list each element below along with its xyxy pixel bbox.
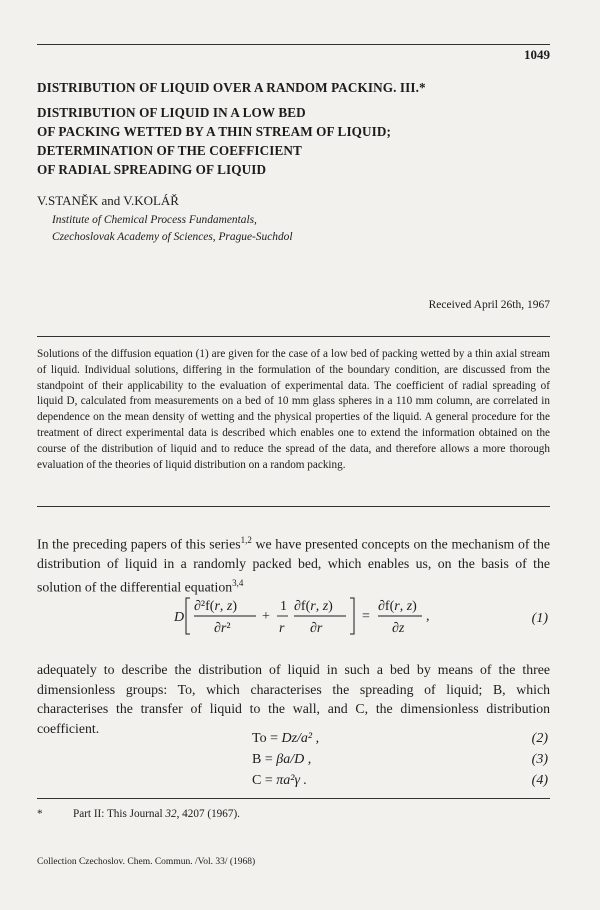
equation-number: (3) bbox=[531, 752, 548, 767]
equation-2: To = Dz/a² , bbox=[252, 731, 320, 746]
abstract-top-rule bbox=[37, 336, 550, 337]
equation-4: C = πa²γ . bbox=[252, 773, 307, 788]
title-main: DISTRIBUTION OF LIQUID OVER A RANDOM PACKING. III.* bbox=[37, 80, 426, 95]
title-line: DETERMINATION OF THE COEFFICIENT bbox=[37, 143, 302, 158]
equation-3: B = βa/D , bbox=[252, 752, 312, 767]
svg-text:,: , bbox=[426, 609, 430, 624]
equation-number: (2) bbox=[531, 731, 548, 746]
title-line: OF RADIAL SPREADING OF LIQUID bbox=[37, 162, 267, 177]
article-title bbox=[37, 78, 557, 179]
citation-ref: 3,4 bbox=[232, 577, 244, 588]
affiliation-line: Czechoslovak Academy of Sciences, Prague-Suchdol bbox=[52, 231, 293, 243]
svg-text:∂f(r, z): ∂f(r, z) bbox=[294, 599, 333, 614]
svg-text:∂f(r, z): ∂f(r, z) bbox=[378, 599, 417, 614]
title-line: OF PACKING WETTED BY A THIN STREAM OF LIQUID; bbox=[37, 124, 392, 139]
svg-text:∂r: ∂r bbox=[310, 621, 323, 636]
eq-lhs: To bbox=[252, 731, 267, 746]
authors: V.STANĚK and V.KOLÁŘ bbox=[37, 193, 179, 208]
equation-number: (4) bbox=[531, 773, 548, 788]
eq-rhs: πa²γ . bbox=[276, 773, 307, 788]
eq-lhs: B bbox=[252, 752, 262, 767]
paragraph-groups: adequately to describe the distribution of liquid in such a bed by means of the three dimensionless groups: To, which characterises the spreading of liquid; B, which characterises the transfer of liquid to the wall, and C, the dimensionless distribution coefficient. bbox=[37, 662, 550, 736]
paragraph-text: we have presented concepts on the mechanism of the distribution of liquid in a randomly packed bed, which enables us, on the basis of the solution of the differential equation bbox=[37, 536, 550, 595]
affiliation bbox=[52, 212, 293, 246]
paragraph-intro bbox=[37, 531, 550, 597]
citation-ref: 1,2 bbox=[240, 535, 252, 545]
svg-text:D: D bbox=[174, 610, 185, 625]
svg-text:1: 1 bbox=[280, 599, 287, 614]
footnote-volume: 32 bbox=[165, 808, 177, 820]
page-number: 1049 bbox=[524, 47, 550, 62]
equation-1 bbox=[170, 592, 430, 640]
footnote-text: , 4207 (1967). bbox=[176, 808, 240, 820]
eq-lhs: C bbox=[252, 773, 262, 788]
received-date: Received April 26th, 1967 bbox=[428, 299, 550, 311]
footnote-rule bbox=[37, 798, 550, 799]
affiliation-line: Institute of Chemical Process Fundamentals, bbox=[52, 214, 257, 226]
abstract-bottom-rule bbox=[37, 506, 550, 507]
svg-text:∂z: ∂z bbox=[392, 621, 405, 636]
top-rule bbox=[37, 44, 550, 45]
svg-text:=: = bbox=[362, 609, 370, 624]
footnote-mark: * bbox=[37, 808, 43, 820]
svg-text:r: r bbox=[279, 621, 285, 636]
equation-number: (1) bbox=[531, 611, 548, 626]
title-line: DISTRIBUTION OF LIQUID IN A LOW BED bbox=[37, 105, 306, 120]
journal-citation: Collection Czechoslov. Chem. Commun. /Vol. 33/ (1968) bbox=[37, 857, 256, 867]
svg-text:∂r²: ∂r² bbox=[214, 621, 231, 636]
paragraph-text: In the preceding papers of this series bbox=[37, 536, 241, 552]
svg-text:∂²f(r, z): ∂²f(r, z) bbox=[194, 599, 238, 614]
eq-rhs: Dz/a² , bbox=[281, 731, 320, 746]
svg-text:+: + bbox=[262, 609, 270, 624]
footnote-text: Part II: This Journal bbox=[73, 808, 166, 820]
footnote bbox=[37, 808, 240, 820]
abstract: Solutions of the diffusion equation (1) are given for the case of a low bed of packing wetted by a thin axial stream of liquid. Individual solutions, differing in the formulation of the boundary condition, are discussed from the standpoint of their applicability to the evaluation of experimental data. The coefficient of radial spreading of liquid D, calculated from measurements on a bed of 10 mm glass spheres in a 110 mm column, are correlated in dependence on the mean density of wetting and the physical properties of the liquid. A general procedure for the treatment of direct experimental data is described which enables one to extend the information obtained on the course of the distribution of liquid and to reduce the spread of the data, and therefore allows a more thorough evaluation of the theories of liquid distribution on a random packing. bbox=[37, 348, 550, 471]
eq-rhs: βa/D , bbox=[276, 752, 312, 767]
